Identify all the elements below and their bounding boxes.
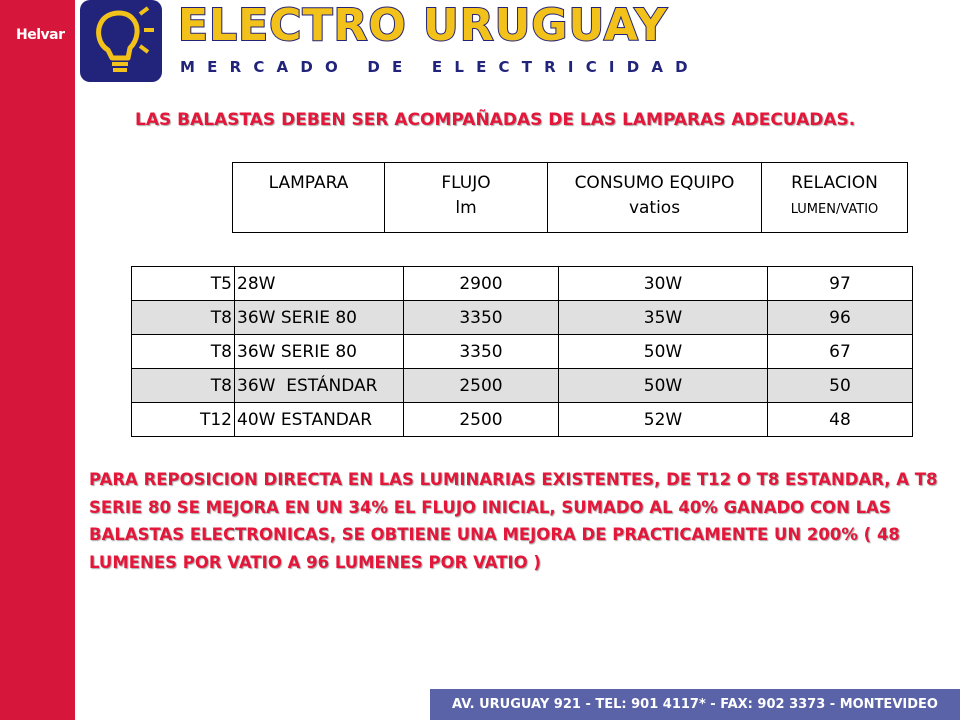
cell-code: T12 [132,403,235,437]
lamp-data-table [131,266,913,437]
cell-lamp: 36W SERIE 80 [235,335,404,369]
footer-address-bar: AV. URUGUAY 921 - TEL: 901 4117* - FAX: 902 3373 - MONTEVIDEO [430,689,960,720]
header-flujo-unit: lm [455,198,477,218]
header-flujo [385,163,548,233]
page-heading: LAS BALASTAS DEBEN SER ACOMPAÑADAS DE LAS LAMPARAS ADECUADAS. [135,110,856,130]
cell-code: T8 [132,335,235,369]
cell-ratio: 96 [768,301,913,335]
cell-code: T8 [132,301,235,335]
table-row [132,403,913,437]
cell-code: T8 [132,369,235,403]
cell-flux: 2500 [404,403,559,437]
table-row [132,267,913,301]
brand-subtitle: MERCADO DE ELECTRICIDAD [180,58,700,76]
table-row [132,301,913,335]
cell-flux: 2900 [404,267,559,301]
header-consumo-label: CONSUMO EQUIPO [574,173,735,193]
cell-flux: 3350 [404,301,559,335]
cell-ratio: 67 [768,335,913,369]
cell-flux: 3350 [404,335,559,369]
cell-consumption: 50W [559,335,768,369]
header-lampara-label: LAMPARA [268,173,349,193]
table-row [132,369,913,403]
table-row [132,335,913,369]
side-band [0,0,75,720]
header-flujo-label: FLUJO [441,173,491,193]
cell-consumption: 35W [559,301,768,335]
header-lampara [233,163,385,233]
header-consumo-unit: vatios [628,198,681,218]
cell-ratio: 48 [768,403,913,437]
cell-flux: 2500 [404,369,559,403]
header-relacion-label: RELACION [791,173,878,193]
cell-consumption: 30W [559,267,768,301]
cell-code: T5 [132,267,235,301]
brand-title: ELECTRO URUGUAY [178,0,668,51]
cell-lamp: 40W ESTANDAR [235,403,404,437]
cell-lamp: 36W ESTÁNDAR [235,369,404,403]
cell-consumption: 52W [559,403,768,437]
explanatory-note: PARA REPOSICION DIRECTA EN LAS LUMINARIAS EXISTENTES, DE T12 O T8 ESTANDAR, A T8 SERIE 80 SE MEJORA EN UN 34% EL FLUJO INICIAL, SUMADO AL 40% GANADO CON LAS BALASTAS ELECTRONICAS, SE OBTIENE UNA MEJORA DE PRACTICAMENTE UN 200% ( 48 LUMENES POR VATIO A 96 LUMENES POR VATIO ) [89,470,938,572]
cell-ratio: 50 [768,369,913,403]
cell-lamp: 28W [235,267,404,301]
header-consumo [548,163,762,233]
helvar-logo: Helvar [16,27,65,43]
header-table [232,162,908,233]
header-relacion-unit: LUMEN/VATIO [790,202,879,217]
bulb-logo-icon [80,0,162,82]
cell-lamp: 36W SERIE 80 [235,301,404,335]
header-relacion [762,163,908,233]
cell-consumption: 50W [559,369,768,403]
cell-ratio: 97 [768,267,913,301]
